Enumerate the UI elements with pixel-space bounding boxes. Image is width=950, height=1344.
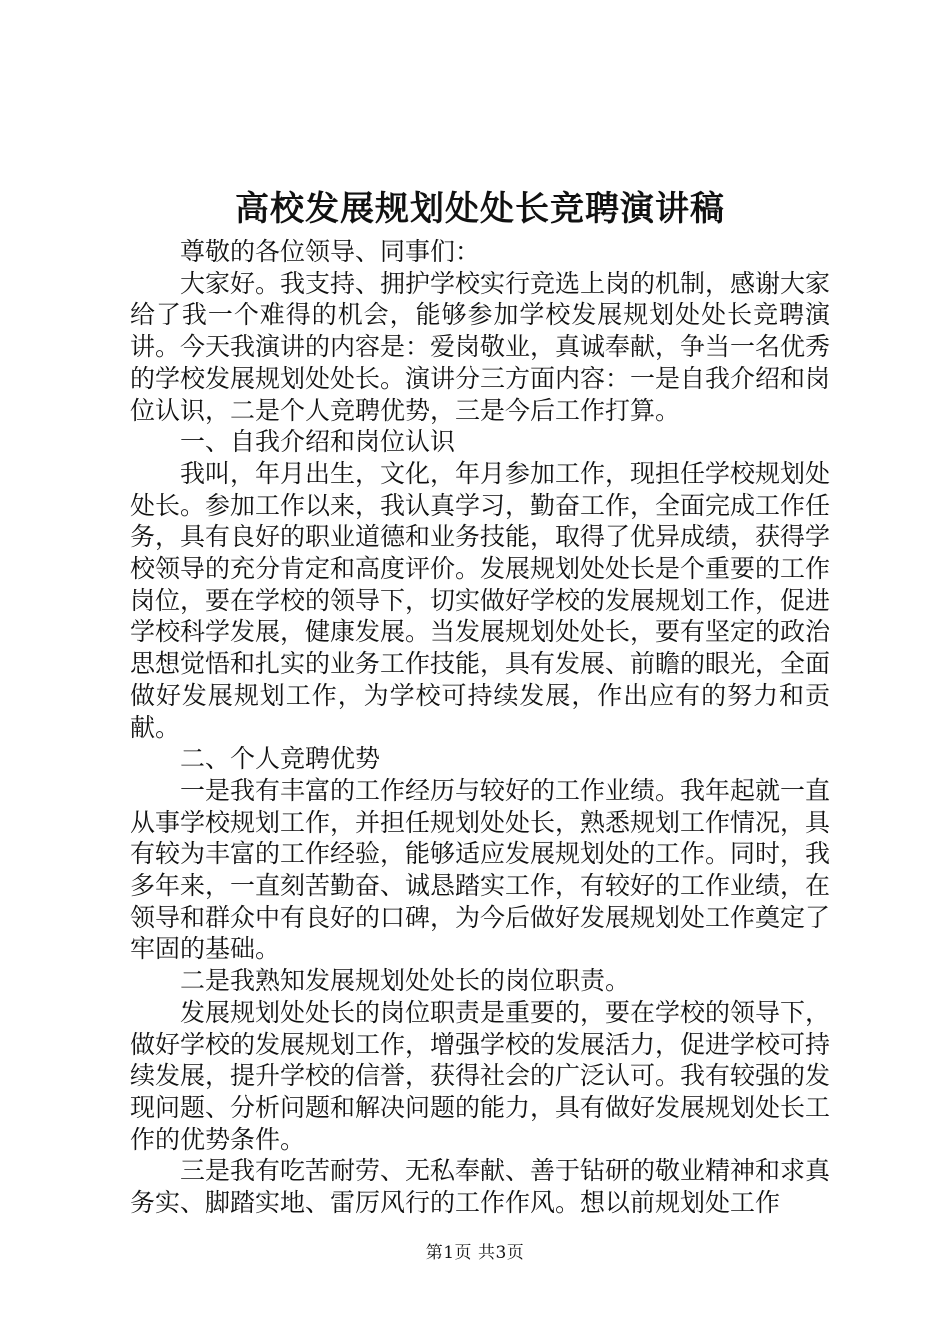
page-footer: 第1页 共3页 — [425, 1243, 525, 1263]
section-heading-2: 二、个人竞聘优势 — [180, 744, 381, 774]
advantage-3-paragraph: 三是我有吃苦耐劳、无私奉献、善于钻研的敬业精神和求真务实、脚踏实地、雷厉风行的工作作风。想以前规划处工作 — [130, 1156, 831, 1218]
document-body — [130, 236, 830, 1219]
duties-paragraph: 发展规划处处长的岗位职责是重要的，要在学校的领导下，做好学校的发展规划工作，增强学校的发展活力，促进学校可持续发展，提升学校的信誉，获得社会的广泛认可。我有较强的发现问题、分析问题和解决问题的能力，具有做好发展规划处长工作的优势条件。 — [130, 997, 831, 1154]
section-heading-1: 一、自我介绍和岗位认识 — [180, 427, 456, 457]
document-title: 高校发展规划处处长竞聘演讲稿 — [235, 189, 725, 229]
advantage-2-heading: 二是我熟知发展规划处处长的岗位职责。 — [180, 966, 631, 996]
self-intro-paragraph: 我叫，年月出生，文化，年月参加工作，现担任学校规划处处长。参加工作以来，我认真学习，勤奋工作，全面完成工作任务，具有良好的职业道德和业务技能，取得了优异成绩，获得学校领导的充分肯定和高度评价。发展规划处处长是个重要的工作岗位，要在学校的领导下，切实做好学校的发展规划工作，促进学校科学发展，健康发展。当发展规划处处长，要有坚定的政治思想觉悟和扎实的业务工作技能，具有发展、前瞻的眼光，全面做好发展规划工作，为学校可持续发展，作出应有的努力和贡献。 — [130, 458, 831, 742]
intro-paragraph: 大家好。我支持、拥护学校实行竞选上岗的机制，感谢大家给了我一个难得的机会，能够参加学校发展规划处处长竞聘演讲。今天我演讲的内容是：爱岗敬业，真诚奉献，争当一名优秀的学校发展规划处处长。演讲分三方面内容：一是自我介绍和岗位认识，二是个人竞聘优势，三是今后工作打算。 — [130, 268, 831, 425]
salutation: 尊敬的各位领导、同事们： — [180, 237, 481, 266]
advantage-1-paragraph: 一是我有丰富的工作经历与较好的工作业绩。我年起就一直从事学校规划工作，并担任规划处处长，熟悉规划工作情况，具有较为丰富的工作经验，能够适应发展规划处的工作。同时，我多年来，一直刻苦勤奋、诚恳踏实工作，有较好的工作业绩，在领导和群众中有良好的口碑，为今后做好发展规划处工作奠定了牢固的基础。 — [130, 775, 831, 964]
